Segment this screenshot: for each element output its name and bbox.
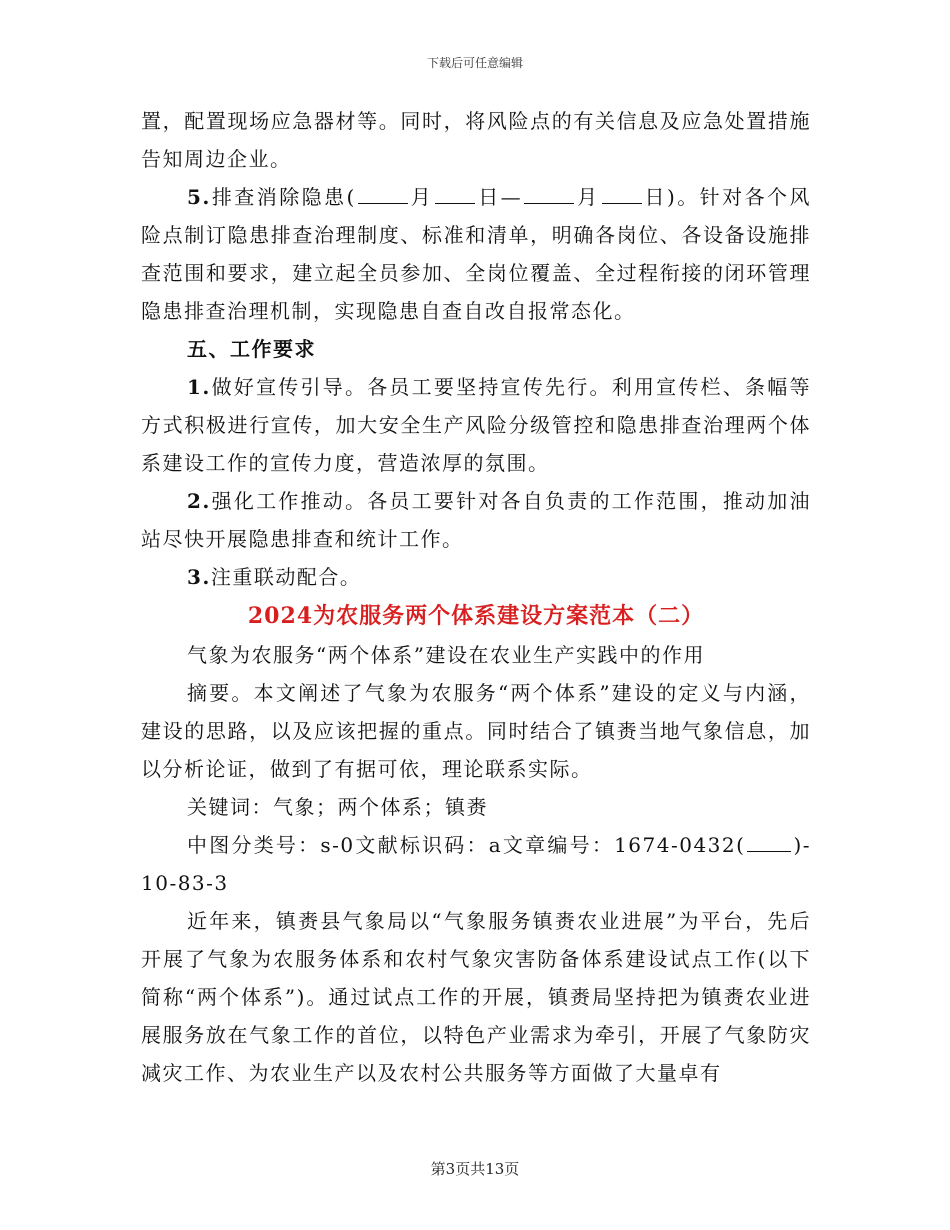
item-number: 1. (187, 375, 211, 399)
day-label: 日— (477, 185, 523, 209)
blank-line (358, 202, 408, 204)
section-heading: 五、工作要求 (187, 337, 316, 361)
month-label: 月 (576, 185, 600, 209)
classification-text: 中图分类号：s-0文献标识码：a文章编号：1674-0432( (187, 833, 746, 857)
abstract-paragraph: 摘要。本文阐述了气象为农服务“两个体系”建设的定义与内涵，建设的思路，以及应该把握的重点。同时结合了镇赉当地气象信息，加以分析论证，做到了有据可依，理论联系实际。 (141, 681, 811, 781)
keywords-line: 关键词：气象；两个体系；镇赉 (187, 795, 488, 819)
item-text-rest: 日)。针对各个风险点制订隐患排查治理制度、标准和清单，明确各岗位、各设备设施排查范围和要求，建立起全员参加、全岗位覆盖、全过程衔接的闭环管理隐患排查治理机制，实现隐患自查自改自报常态化。 (141, 185, 811, 323)
page-number: 第3页共13页 (430, 1160, 520, 1178)
classification-line (141, 826, 811, 902)
blank-line (602, 202, 642, 204)
body-paragraph: 近年来，镇赉县气象局以“气象服务镇赉农业进展”为平台，先后开展了气象为农服务体系和农村气象灾害防备体系建设试点工作(以下简称“两个体系”)。通过试点工作的开展，镇赉局坚持把为镇赉农业进展服务放在气象工作的首位，以特色产业需求为牵引，开展了气象防灾减灾工作、为农业生产以及农村公共服务等方面做了大量卓有 (141, 909, 811, 1085)
item-number: 3. (187, 565, 211, 589)
item-number: 2. (187, 489, 211, 513)
paragraph-item-5 (141, 178, 811, 330)
blank-line (747, 850, 791, 852)
item-text: 注重联动配合。 (210, 565, 362, 589)
item-number: 5. (187, 185, 211, 209)
document-body (141, 102, 811, 1092)
document-subtitle: 气象为农服务“两个体系”建设在农业生产实践中的作用 (187, 643, 705, 667)
item-text: 做好宣传引导。各员工要坚持宣传先行。利用宣传栏、条幅等方式积极进行宣传，加大安全生产风险分级管控和隐患排查治理两个体系建设工作的宣传力度，营造浓厚的氛围。 (141, 375, 811, 475)
requirement-1 (141, 368, 811, 482)
blank-line (524, 202, 574, 204)
requirement-3 (141, 558, 811, 596)
item-text: 强化工作推动。各员工要针对各自负责的工作范围，推动加油站尽快开展隐患排查和统计工作。 (141, 489, 811, 551)
month-label: 月 (409, 185, 434, 209)
document-title: 2024为农服务两个体系建设方案范本（二） (247, 603, 705, 629)
blank-line (435, 202, 475, 204)
page-header-note: 下载后可任意编辑 (426, 56, 523, 70)
classification-text-end: )-10-83-3 (141, 833, 811, 895)
paragraph-continuation: 置，配置现场应急器材等。同时，将风险点的有关信息及应急处置措施告知周边企业。 (141, 109, 811, 171)
item-text-start: 排查消除隐患( (210, 185, 356, 209)
requirement-2 (141, 482, 811, 558)
